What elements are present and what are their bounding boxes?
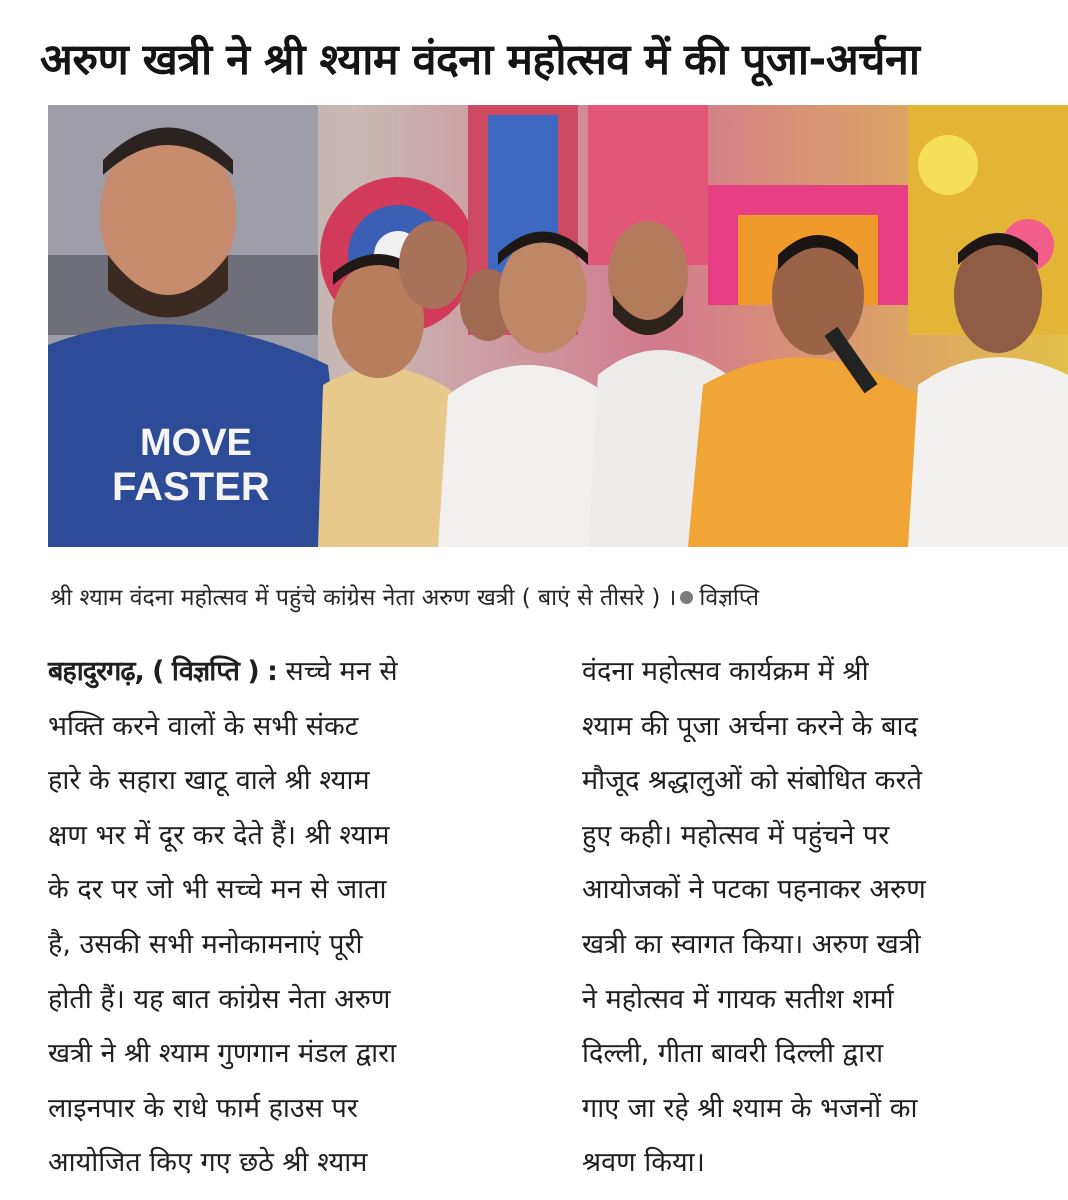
- body-line: बहादुरगढ़, ( विज्ञप्ति ) : सच्चे मन से: [48, 656, 398, 687]
- body-line: श्रवण किया।: [582, 1147, 705, 1179]
- news-photo: [48, 105, 1068, 547]
- dateline: बहादुरगढ़, ( विज्ञप्ति ) :: [48, 656, 277, 687]
- body-line: खत्री का स्वागत किया। अरुण खत्री: [582, 928, 921, 960]
- shirt-text-move: MOVE: [140, 422, 252, 464]
- body-line: ने महोत्सव में गायक सतीश शर्मा: [582, 983, 894, 1015]
- body-line: के दर पर जो भी सच्चे मन से जाता: [48, 874, 387, 906]
- body-line: होती हैं। यह बात कांग्रेस नेता अरुण: [48, 983, 391, 1015]
- body-line: लाइनपार के राधे फार्म हाउस पर: [48, 1092, 358, 1124]
- shirt-text-faster: FASTER: [112, 465, 270, 509]
- body-line: मौजूद श्रद्धालुओं को संबोधित करते: [582, 765, 922, 797]
- body-line: दिल्ली, गीता बावरी दिल्ली द्वारा: [582, 1038, 884, 1070]
- body-line: आयोजकों ने पटका पहनाकर अरुण: [582, 874, 926, 906]
- body-line: श्याम की पूजा अर्चना करने के बाद: [582, 710, 918, 742]
- body-line: हारे के सहारा खाटू वाले श्री श्याम: [48, 765, 370, 797]
- body-line: वंदना महोत्सव कार्यक्रम में श्री: [582, 656, 869, 687]
- body-line: क्षण भर में दूर कर देते हैं। श्री श्याम: [48, 819, 390, 851]
- body-line: खत्री ने श्री श्याम गुणगान मंडल द्वारा: [48, 1038, 397, 1070]
- body-line: भक्ति करने वालों के सभी संकट: [48, 710, 359, 742]
- body-line: हुए कही। महोत्सव में पहुंचने पर: [582, 819, 890, 851]
- bullet-dot-icon: [680, 591, 693, 604]
- caption-text: श्री श्याम वंदना महोत्सव में पहुंचे कांग्रेस नेता अरुण खत्री ( बाएं से तीसरे ) ।: [50, 585, 677, 611]
- headline: अरुण खत्री ने श्री श्याम वंदना महोत्सव में की पूजा-अर्चना: [40, 35, 920, 85]
- article-column-right: [582, 645, 1062, 1191]
- photo-caption: [50, 576, 1065, 620]
- body-line: आयोजित किए गए छठे श्री श्याम: [48, 1147, 368, 1179]
- article-column-left: [48, 645, 518, 1191]
- body-line: है, उसकी सभी मनोकामनाएं पूरी: [48, 928, 363, 960]
- caption-credit: विज्ञप्ति: [699, 585, 760, 611]
- body-line: गाए जा रहे श्री श्याम के भजनों का: [582, 1092, 918, 1124]
